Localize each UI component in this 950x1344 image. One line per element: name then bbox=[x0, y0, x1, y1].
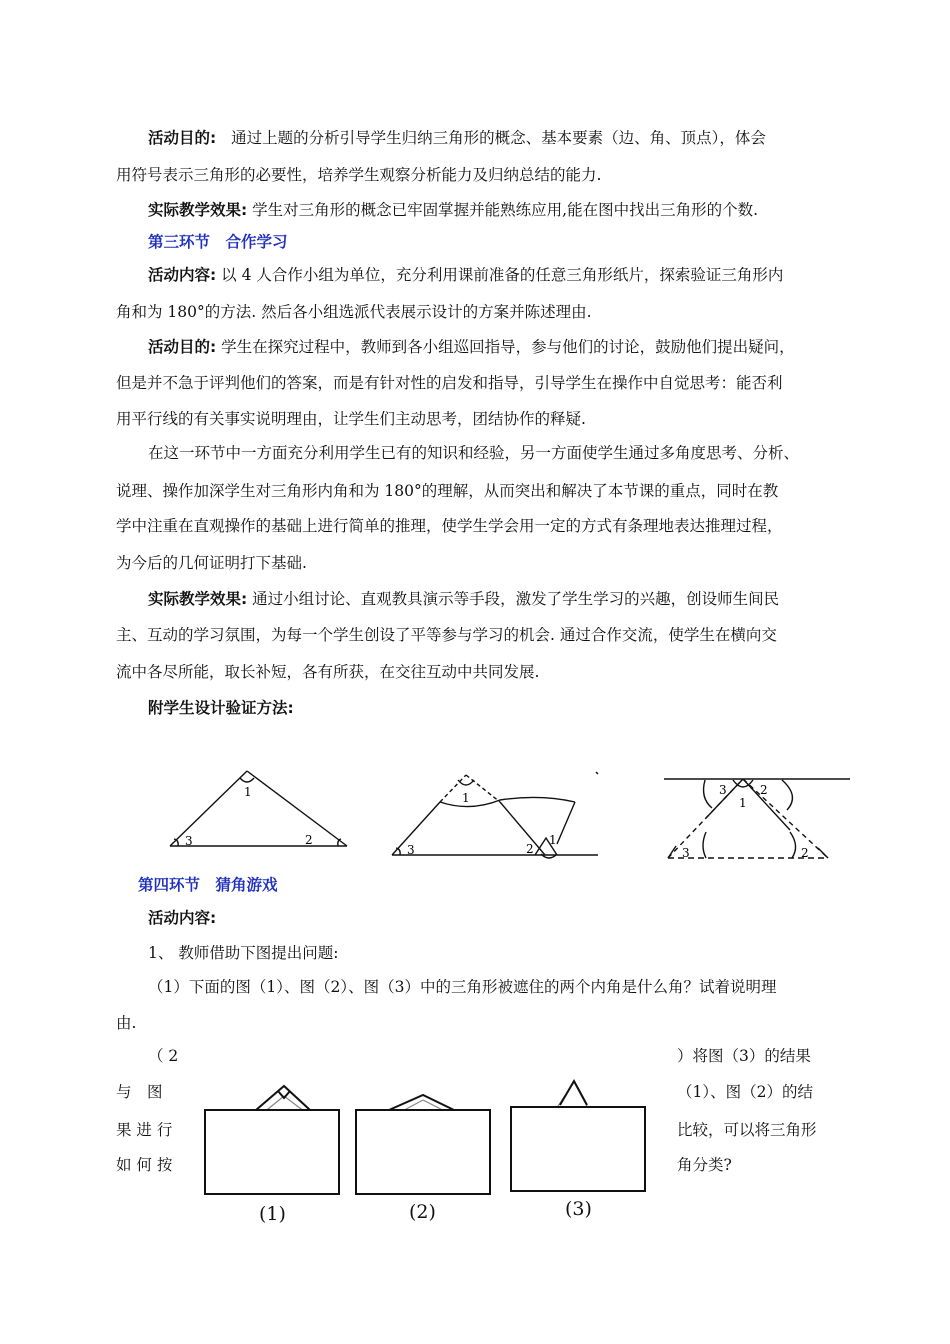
wrap-text-left: （ 2 bbox=[148, 1047, 179, 1065]
paragraph-line: 用符号表示三角形的必要性，培养学生观察分析能力及归纳总结的能力. bbox=[116, 166, 602, 184]
triangle-figure-a bbox=[170, 771, 347, 846]
figure-1 bbox=[205, 1086, 339, 1194]
paragraph-line bbox=[148, 265, 783, 285]
paragraph-line: 但是并不急于评判他们的答案，而是有针对性的启发和指导，引导学生在操作中自觉思考：能否利 bbox=[116, 374, 783, 392]
angle-label: 3 bbox=[719, 783, 727, 797]
paragraph-line bbox=[148, 589, 779, 609]
angle-label: 2 bbox=[760, 783, 768, 797]
triangle-figure-c bbox=[664, 779, 850, 858]
angle-label: 3 bbox=[407, 843, 415, 857]
angle-label: 2 bbox=[801, 846, 809, 860]
label-activity-content: 活动内容: bbox=[148, 266, 217, 284]
angle-label: 3 bbox=[682, 846, 690, 860]
appendix-heading: 附学生设计验证方法: bbox=[148, 699, 294, 717]
wrap-text-right: 角分类? bbox=[677, 1156, 732, 1174]
wrap-text-left: 如 何 按 bbox=[116, 1156, 173, 1174]
label-teaching-effect: 实际教学效果: bbox=[148, 590, 248, 608]
paragraph-line bbox=[148, 337, 795, 357]
triangle-figure-b bbox=[392, 772, 598, 858]
wrap-text-right: ）将图（3）的结果 bbox=[677, 1047, 811, 1065]
text: 通过小组讨论、直观教具演示等手段，激发了学生学习的兴趣，创设师生间民 bbox=[252, 590, 780, 608]
section-heading: 第三环节 合作学习 bbox=[148, 233, 288, 251]
paragraph-line: （1）下面的图（1）、图（2）、图（3）中的三角形被遮住的两个内角是什么角？试着说明理 bbox=[148, 978, 777, 996]
angle-label: 2 bbox=[305, 833, 313, 847]
figure-3 bbox=[511, 1081, 645, 1191]
figure-caption: (2) bbox=[409, 1201, 436, 1223]
text: 学生在探究过程中，教师到各小组巡回指导，参与他们的讨论，鼓励他们提出疑问， bbox=[221, 338, 795, 356]
figure-2 bbox=[356, 1095, 490, 1194]
paragraph-line bbox=[148, 200, 758, 220]
paragraph-line: 1、 教师借助下图提出问题: bbox=[148, 944, 339, 962]
paragraph-line: 学中注重在直观操作的基础上进行简单的推理，使学生学会用一定的方式有条理地表达推理过程， bbox=[116, 517, 783, 535]
label-teaching-effect: 实际教学效果: bbox=[148, 201, 248, 219]
label-activity-content: 活动内容: bbox=[148, 909, 217, 927]
angle-label: 1 bbox=[462, 791, 470, 805]
paragraph-line: 在这一环节中一方面充分利用学生已有的知识和经验，另一方面使学生通过多角度思考、分析、 bbox=[148, 444, 800, 462]
wrap-text-right: 比较，可以将三角形 bbox=[677, 1121, 817, 1139]
paragraph-line bbox=[148, 128, 766, 148]
paragraph-line: 主、互动的学习氛围，为每一个学生创设了平等参与学习的机会. 通过合作交流，使学生在横向交 bbox=[116, 626, 777, 644]
angle-label: 2 bbox=[526, 842, 534, 856]
wrap-text-right: （1）、图（2）的结 bbox=[677, 1083, 813, 1101]
label-activity-purpose: 活动目的: bbox=[148, 338, 217, 356]
label-activity-purpose: 活动目的: bbox=[148, 129, 217, 147]
text: 通过上题的分析引导学生归纳三角形的概念、基本要素（边、角、顶点），体会 bbox=[231, 129, 766, 147]
text: 以 4 人合作小组为单位，充分利用课前准备的任意三角形纸片，探索验证三角形内 bbox=[221, 266, 784, 284]
angle-label: 3 bbox=[185, 834, 193, 848]
wrap-text-left: 果 进 行 bbox=[116, 1121, 173, 1139]
triangle-figures bbox=[0, 760, 950, 870]
figure-caption: (3) bbox=[565, 1198, 592, 1220]
paragraph-line: 为今后的几何证明打下基础. bbox=[116, 554, 307, 572]
paragraph-line: 流中各尽所能，取长补短，各有所获，在交往互动中共同发展. bbox=[116, 663, 540, 681]
paragraph-line: 说理、操作加深学生对三角形内角和为 180°的理解，从而突出和解决了本节课的重点，同时在教 bbox=[116, 482, 779, 500]
paragraph-line: 由. bbox=[116, 1014, 137, 1032]
wrap-text-left: 与 图 bbox=[116, 1083, 163, 1101]
paragraph-line: 用平行线的有关事实说明理由，让学生们主动思考，团结协作的释疑. bbox=[116, 410, 586, 428]
paragraph-line: 角和为 180°的方法. 然后各小组选派代表展示设计的方案并陈述理由. bbox=[116, 303, 592, 321]
angle-label: 1 bbox=[244, 785, 252, 799]
section-heading: 第四环节 猜角游戏 bbox=[138, 876, 278, 894]
angle-label: 1 bbox=[739, 796, 747, 810]
text: 学生对三角形的概念已牢固掌握并能熟练应用,能在图中找出三角形的个数. bbox=[252, 201, 758, 219]
angle-label: 1 bbox=[549, 833, 557, 847]
figure-caption: (1) bbox=[259, 1203, 286, 1225]
